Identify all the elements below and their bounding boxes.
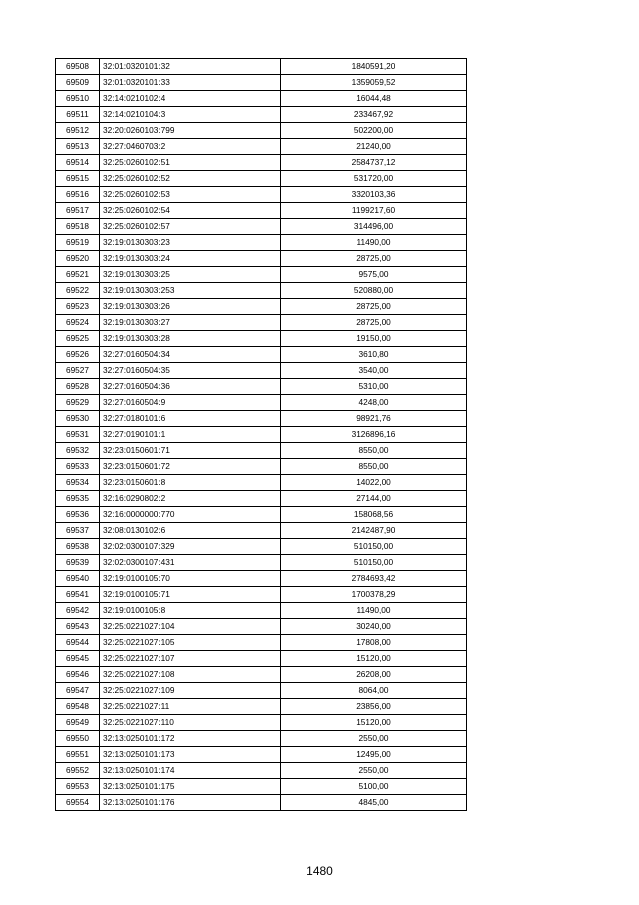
row-id-cell: 69523 <box>56 299 100 315</box>
table-row <box>56 635 467 651</box>
row-id-cell: 69509 <box>56 75 100 91</box>
row-id-cell: 69518 <box>56 219 100 235</box>
row-id-cell: 69512 <box>56 123 100 139</box>
cadastral-value-cell: 2584737,12 <box>281 155 467 171</box>
row-id-cell: 69528 <box>56 379 100 395</box>
table-row <box>56 155 467 171</box>
cadastral-number-cell: 32:25:0260102:57 <box>100 219 281 235</box>
table-row <box>56 667 467 683</box>
row-id-cell: 69519 <box>56 235 100 251</box>
row-id-cell: 69522 <box>56 283 100 299</box>
cadastral-value-cell: 28725,00 <box>281 299 467 315</box>
cadastral-number-cell: 32:23:0150601:8 <box>100 475 281 491</box>
table-row <box>56 139 467 155</box>
cadastral-number-cell: 32:08:0130102:6 <box>100 523 281 539</box>
cadastral-value-cell: 11490,00 <box>281 603 467 619</box>
cadastral-number-cell: 32:19:0130303:28 <box>100 331 281 347</box>
cadastral-value-cell: 16044,48 <box>281 91 467 107</box>
row-id-cell: 69511 <box>56 107 100 123</box>
table-row <box>56 427 467 443</box>
cadastral-number-cell: 32:13:0250101:174 <box>100 763 281 779</box>
cadastral-value-cell: 158068,56 <box>281 507 467 523</box>
cadastral-value-cell: 1840591,20 <box>281 59 467 75</box>
row-id-cell: 69537 <box>56 523 100 539</box>
cadastral-value-cell: 3610,80 <box>281 347 467 363</box>
cadastral-value-cell: 1199217,60 <box>281 203 467 219</box>
table-row <box>56 107 467 123</box>
row-id-cell: 69517 <box>56 203 100 219</box>
cadastral-value-cell: 15120,00 <box>281 651 467 667</box>
cadastral-number-cell: 32:02:0300107:431 <box>100 555 281 571</box>
row-id-cell: 69514 <box>56 155 100 171</box>
cadastral-value-cell: 11490,00 <box>281 235 467 251</box>
cadastral-number-cell: 32:25:0260102:53 <box>100 187 281 203</box>
row-id-cell: 69527 <box>56 363 100 379</box>
cadastral-number-cell: 32:01:0320101:33 <box>100 75 281 91</box>
cadastral-number-cell: 32:19:0130303:23 <box>100 235 281 251</box>
cadastral-value-cell: 30240,00 <box>281 619 467 635</box>
cadastral-value-cell: 15120,00 <box>281 715 467 731</box>
row-id-cell: 69510 <box>56 91 100 107</box>
row-id-cell: 69538 <box>56 539 100 555</box>
table-row <box>56 491 467 507</box>
cadastral-value-cell: 502200,00 <box>281 123 467 139</box>
cadastral-number-cell: 32:20:0260103:799 <box>100 123 281 139</box>
cadastral-value-cell: 4845,00 <box>281 795 467 811</box>
row-id-cell: 69548 <box>56 699 100 715</box>
cadastral-value-cell: 21240,00 <box>281 139 467 155</box>
cadastral-number-cell: 32:25:0221027:109 <box>100 683 281 699</box>
row-id-cell: 69530 <box>56 411 100 427</box>
cadastral-value-cell: 314496,00 <box>281 219 467 235</box>
cadastral-number-cell: 32:19:0130303:26 <box>100 299 281 315</box>
table-row <box>56 539 467 555</box>
cadastral-value-cell: 510150,00 <box>281 539 467 555</box>
cadastral-number-cell: 32:25:0260102:51 <box>100 155 281 171</box>
table-row <box>56 203 467 219</box>
row-id-cell: 69554 <box>56 795 100 811</box>
page-number: 1480 <box>306 864 333 878</box>
cadastral-number-cell: 32:13:0250101:172 <box>100 731 281 747</box>
table-row <box>56 283 467 299</box>
cadastral-number-cell: 32:27:0180101:6 <box>100 411 281 427</box>
table-row <box>56 379 467 395</box>
cadastral-value-cell: 2142487,90 <box>281 523 467 539</box>
table-row <box>56 123 467 139</box>
cadastral-number-cell: 32:25:0260102:54 <box>100 203 281 219</box>
row-id-cell: 69532 <box>56 443 100 459</box>
cadastral-number-cell: 32:19:0130303:27 <box>100 315 281 331</box>
cadastral-value-cell: 2550,00 <box>281 731 467 747</box>
table-row <box>56 555 467 571</box>
table-row <box>56 731 467 747</box>
table-row <box>56 475 467 491</box>
cadastral-value-cell: 3320103,36 <box>281 187 467 203</box>
table-row <box>56 171 467 187</box>
row-id-cell: 69542 <box>56 603 100 619</box>
table-row <box>56 651 467 667</box>
cadastral-value-cell: 2784693,42 <box>281 571 467 587</box>
row-id-cell: 69541 <box>56 587 100 603</box>
cadastral-value-cell: 17808,00 <box>281 635 467 651</box>
table-row <box>56 587 467 603</box>
row-id-cell: 69551 <box>56 747 100 763</box>
cadastral-number-cell: 32:25:0221027:108 <box>100 667 281 683</box>
table-body <box>56 59 467 811</box>
cadastral-number-cell: 32:13:0250101:173 <box>100 747 281 763</box>
table-row <box>56 747 467 763</box>
cadastral-value-cell: 510150,00 <box>281 555 467 571</box>
table-row <box>56 59 467 75</box>
cadastral-number-cell: 32:23:0150601:72 <box>100 459 281 475</box>
cadastral-number-cell: 32:02:0300107:329 <box>100 539 281 555</box>
cadastral-value-cell: 28725,00 <box>281 251 467 267</box>
cadastral-number-cell: 32:27:0160504:36 <box>100 379 281 395</box>
table-row <box>56 459 467 475</box>
row-id-cell: 69545 <box>56 651 100 667</box>
cadastral-value-cell: 531720,00 <box>281 171 467 187</box>
table-row <box>56 443 467 459</box>
cadastral-value-cell: 1359059,52 <box>281 75 467 91</box>
table-row <box>56 75 467 91</box>
row-id-cell: 69521 <box>56 267 100 283</box>
cadastral-number-cell: 32:25:0221027:104 <box>100 619 281 635</box>
table-row <box>56 715 467 731</box>
table-row <box>56 315 467 331</box>
table-row <box>56 219 467 235</box>
cadastral-value-cell: 9575,00 <box>281 267 467 283</box>
cadastral-number-cell: 32:16:0000000:770 <box>100 507 281 523</box>
table-row <box>56 187 467 203</box>
table-row <box>56 331 467 347</box>
cadastral-number-cell: 32:23:0150601:71 <box>100 443 281 459</box>
row-id-cell: 69539 <box>56 555 100 571</box>
row-id-cell: 69546 <box>56 667 100 683</box>
cadastral-value-cell: 5100,00 <box>281 779 467 795</box>
row-id-cell: 69516 <box>56 187 100 203</box>
cadastral-number-cell: 32:14:0210104:3 <box>100 107 281 123</box>
cadastral-number-cell: 32:27:0460703:2 <box>100 139 281 155</box>
table-row <box>56 571 467 587</box>
cadastral-number-cell: 32:19:0130303:24 <box>100 251 281 267</box>
cadastral-value-cell: 3540,00 <box>281 363 467 379</box>
row-id-cell: 69547 <box>56 683 100 699</box>
table-row <box>56 251 467 267</box>
table-row <box>56 395 467 411</box>
cadastral-number-cell: 32:01:0320101:32 <box>100 59 281 75</box>
table-row <box>56 619 467 635</box>
cadastral-number-cell: 32:27:0160504:35 <box>100 363 281 379</box>
cadastral-value-cell: 5310,00 <box>281 379 467 395</box>
row-id-cell: 69525 <box>56 331 100 347</box>
cadastral-value-table <box>55 58 467 811</box>
row-id-cell: 69524 <box>56 315 100 331</box>
cadastral-value-cell: 3126896,16 <box>281 427 467 443</box>
row-id-cell: 69513 <box>56 139 100 155</box>
table-row <box>56 699 467 715</box>
row-id-cell: 69540 <box>56 571 100 587</box>
cadastral-value-cell: 98921,76 <box>281 411 467 427</box>
table-row <box>56 299 467 315</box>
row-id-cell: 69552 <box>56 763 100 779</box>
cadastral-number-cell: 32:27:0160504:34 <box>100 347 281 363</box>
table-row <box>56 347 467 363</box>
cadastral-number-cell: 32:13:0250101:175 <box>100 779 281 795</box>
cadastral-value-cell: 28725,00 <box>281 315 467 331</box>
cadastral-number-cell: 32:19:0130303:25 <box>100 267 281 283</box>
cadastral-number-cell: 32:25:0221027:11 <box>100 699 281 715</box>
table-row <box>56 363 467 379</box>
row-id-cell: 69549 <box>56 715 100 731</box>
row-id-cell: 69536 <box>56 507 100 523</box>
cadastral-value-cell: 8550,00 <box>281 443 467 459</box>
cadastral-value-cell: 520880,00 <box>281 283 467 299</box>
cadastral-number-cell: 32:19:0130303:253 <box>100 283 281 299</box>
row-id-cell: 69533 <box>56 459 100 475</box>
table-row <box>56 235 467 251</box>
cadastral-number-cell: 32:25:0221027:105 <box>100 635 281 651</box>
table-row <box>56 523 467 539</box>
cadastral-value-cell: 26208,00 <box>281 667 467 683</box>
cadastral-value-cell: 8550,00 <box>281 459 467 475</box>
table-row <box>56 763 467 779</box>
cadastral-number-cell: 32:25:0260102:52 <box>100 171 281 187</box>
table-row <box>56 267 467 283</box>
cadastral-number-cell: 32:13:0250101:176 <box>100 795 281 811</box>
row-id-cell: 69534 <box>56 475 100 491</box>
row-id-cell: 69526 <box>56 347 100 363</box>
cadastral-value-cell: 1700378,29 <box>281 587 467 603</box>
row-id-cell: 69543 <box>56 619 100 635</box>
table-row <box>56 411 467 427</box>
cadastral-value-cell: 12495,00 <box>281 747 467 763</box>
cadastral-number-cell: 32:19:0100105:8 <box>100 603 281 619</box>
cadastral-number-cell: 32:27:0160504:9 <box>100 395 281 411</box>
row-id-cell: 69520 <box>56 251 100 267</box>
cadastral-value-cell: 14022,00 <box>281 475 467 491</box>
cadastral-value-cell: 2550,00 <box>281 763 467 779</box>
cadastral-value-cell: 4248,00 <box>281 395 467 411</box>
row-id-cell: 69544 <box>56 635 100 651</box>
cadastral-value-cell: 23856,00 <box>281 699 467 715</box>
cadastral-value-cell: 19150,00 <box>281 331 467 347</box>
row-id-cell: 69535 <box>56 491 100 507</box>
cadastral-value-cell: 8064,00 <box>281 683 467 699</box>
row-id-cell: 69550 <box>56 731 100 747</box>
row-id-cell: 69553 <box>56 779 100 795</box>
row-id-cell: 69515 <box>56 171 100 187</box>
cadastral-value-cell: 27144,00 <box>281 491 467 507</box>
cadastral-number-cell: 32:14:0210102:4 <box>100 91 281 107</box>
table-row <box>56 683 467 699</box>
cadastral-number-cell: 32:25:0221027:110 <box>100 715 281 731</box>
row-id-cell: 69529 <box>56 395 100 411</box>
row-id-cell: 69531 <box>56 427 100 443</box>
cadastral-number-cell: 32:16:0290802:2 <box>100 491 281 507</box>
cadastral-number-cell: 32:27:0190101:1 <box>100 427 281 443</box>
table-row <box>56 507 467 523</box>
cadastral-number-cell: 32:25:0221027:107 <box>100 651 281 667</box>
table-row <box>56 779 467 795</box>
cadastral-value-cell: 233467,92 <box>281 107 467 123</box>
table-row <box>56 603 467 619</box>
table-row <box>56 91 467 107</box>
row-id-cell: 69508 <box>56 59 100 75</box>
cadastral-number-cell: 32:19:0100105:71 <box>100 587 281 603</box>
cadastral-number-cell: 32:19:0100105:70 <box>100 571 281 587</box>
table-row <box>56 795 467 811</box>
